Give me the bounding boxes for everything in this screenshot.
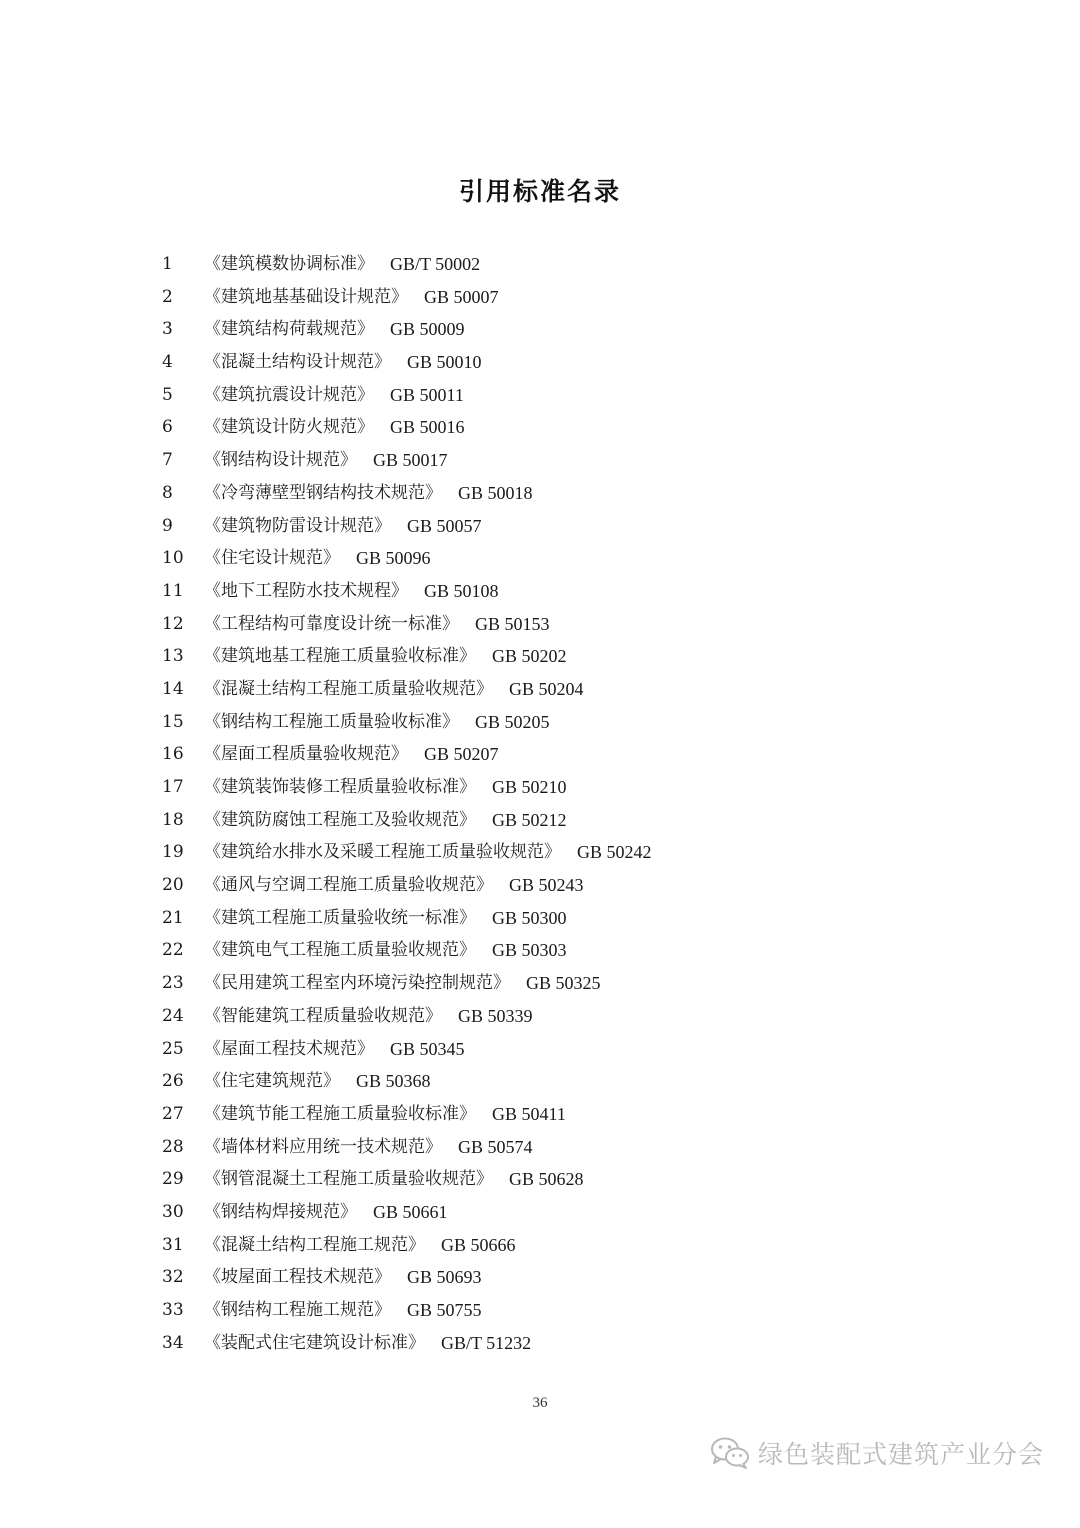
standard-code: GB 50212 bbox=[492, 809, 567, 830]
standard-number: 22 bbox=[162, 940, 184, 961]
standard-code: GB 50411 bbox=[492, 1103, 566, 1124]
list-item bbox=[162, 248, 652, 281]
standard-number: 13 bbox=[162, 646, 184, 667]
standard-code: GB 50202 bbox=[492, 646, 567, 667]
standard-code: GB 50204 bbox=[509, 678, 584, 699]
standard-number: 27 bbox=[162, 1103, 184, 1124]
standard-number: 20 bbox=[162, 875, 184, 896]
list-item bbox=[162, 281, 652, 314]
standard-name: 《钢结构设计规范》 bbox=[204, 450, 357, 471]
wechat-icon bbox=[710, 1436, 750, 1470]
standard-number: 29 bbox=[162, 1169, 184, 1190]
standard-name: 《工程结构可靠度设计统一标准》 bbox=[204, 613, 459, 634]
standard-name: 《建筑防腐蚀工程施工及验收规范》 bbox=[204, 809, 476, 830]
standard-name: 《建筑抗震设计规范》 bbox=[204, 384, 374, 405]
standard-name: 《钢结构工程施工质量验收标准》 bbox=[204, 711, 459, 732]
standard-name: 《建筑设计防火规范》 bbox=[204, 417, 374, 438]
list-item bbox=[162, 444, 652, 477]
list-item bbox=[162, 902, 652, 935]
standard-number: 4 bbox=[162, 352, 173, 373]
list-item bbox=[162, 313, 652, 346]
list-item bbox=[162, 1033, 652, 1066]
standard-code: GB 50303 bbox=[492, 940, 567, 961]
standard-number: 5 bbox=[162, 384, 173, 405]
standard-number: 6 bbox=[162, 417, 173, 438]
standard-number: 33 bbox=[162, 1300, 184, 1320]
standard-number: 34 bbox=[162, 1332, 184, 1353]
page-title: 引用标准名录 bbox=[458, 177, 621, 206]
list-item bbox=[162, 1131, 652, 1164]
standard-number: 16 bbox=[162, 744, 184, 765]
list-item bbox=[162, 608, 652, 641]
list-item bbox=[162, 510, 652, 543]
standard-code: GB 50242 bbox=[577, 842, 652, 863]
standard-code: GB 50011 bbox=[390, 384, 464, 405]
list-item bbox=[162, 346, 652, 379]
list-item bbox=[162, 934, 652, 967]
standard-code: GB 50574 bbox=[458, 1136, 533, 1157]
standard-number: 30 bbox=[162, 1201, 184, 1222]
standard-name: 《装配式住宅建筑设计标准》 bbox=[204, 1332, 425, 1353]
list-item bbox=[162, 411, 652, 444]
standard-name: 《建筑结构荷载规范》 bbox=[204, 319, 374, 340]
standard-number: 23 bbox=[162, 973, 184, 994]
standard-code: GB 50693 bbox=[407, 1267, 482, 1288]
standard-name: 《混凝土结构工程施工规范》 bbox=[204, 1234, 425, 1255]
standard-code: GB 50345 bbox=[390, 1038, 465, 1059]
page-number: 36 bbox=[532, 1395, 548, 1411]
standard-name: 《坡屋面工程技术规范》 bbox=[204, 1267, 391, 1288]
list-item bbox=[162, 379, 652, 412]
list-item bbox=[162, 869, 652, 902]
standard-name: 《屋面工程技术规范》 bbox=[204, 1038, 374, 1059]
standard-name: 《钢结构焊接规范》 bbox=[204, 1201, 357, 1222]
standard-name: 《钢管混凝土工程施工质量验收规范》 bbox=[204, 1169, 493, 1190]
list-item bbox=[162, 771, 652, 804]
list-item bbox=[162, 1294, 652, 1327]
standard-name: 《智能建筑工程质量验收规范》 bbox=[204, 1005, 442, 1026]
standard-name: 《建筑地基基础设计规范》 bbox=[204, 286, 408, 307]
list-item bbox=[162, 836, 652, 869]
list-item bbox=[162, 542, 652, 575]
list-item bbox=[162, 804, 652, 837]
list-item bbox=[162, 1065, 652, 1098]
standard-code: GB 50057 bbox=[407, 515, 482, 536]
standard-code: GB/T 51232 bbox=[441, 1332, 532, 1353]
standard-code: GB 50016 bbox=[390, 417, 465, 438]
standard-number: 9 bbox=[162, 515, 173, 536]
standard-code: GB 50153 bbox=[475, 613, 550, 634]
standard-name: 《混凝土结构设计规范》 bbox=[204, 352, 391, 373]
standard-code: GB 50108 bbox=[424, 580, 499, 601]
list-item bbox=[162, 706, 652, 739]
standard-name: 《建筑节能工程施工质量验收标准》 bbox=[204, 1103, 476, 1124]
standard-code: GB 50007 bbox=[424, 286, 499, 307]
standard-name: 《通风与空调工程施工质量验收规范》 bbox=[204, 875, 493, 896]
list-item bbox=[162, 1000, 652, 1033]
standard-code: GB 50017 bbox=[373, 450, 448, 471]
standard-name: 《建筑装饰装修工程质量验收标准》 bbox=[204, 777, 476, 797]
standard-number: 7 bbox=[162, 450, 173, 471]
list-item bbox=[162, 1196, 652, 1229]
standard-code: GB 50210 bbox=[492, 777, 567, 797]
list-item bbox=[162, 1261, 652, 1294]
list-item bbox=[162, 1327, 652, 1360]
standard-name: 《冷弯薄壁型钢结构技术规范》 bbox=[204, 482, 442, 503]
list-item bbox=[162, 1098, 652, 1131]
standard-name: 《建筑地基工程施工质量验收标准》 bbox=[204, 646, 476, 667]
list-item bbox=[162, 738, 652, 771]
standard-number: 18 bbox=[162, 809, 184, 830]
standard-code: GB 50096 bbox=[356, 548, 431, 569]
standard-name: 《建筑电气工程施工质量验收规范》 bbox=[204, 940, 476, 961]
standard-name: 《建筑工程施工质量验收统一标准》 bbox=[204, 907, 476, 928]
standard-code: GB 50661 bbox=[373, 1201, 448, 1222]
standard-code: GB/T 50002 bbox=[390, 254, 481, 274]
list-item bbox=[162, 1163, 652, 1196]
standard-number: 17 bbox=[162, 777, 184, 797]
list-item bbox=[162, 477, 652, 510]
list-item bbox=[162, 575, 652, 608]
standard-number: 26 bbox=[162, 1071, 184, 1092]
standard-number: 28 bbox=[162, 1136, 184, 1157]
standard-code: GB 50300 bbox=[492, 907, 567, 928]
standard-code: GB 50243 bbox=[509, 875, 584, 896]
standard-name: 《建筑模数协调标准》 bbox=[204, 254, 374, 274]
standard-name: 《建筑物防雷设计规范》 bbox=[204, 515, 391, 536]
standard-number: 31 bbox=[162, 1234, 184, 1255]
list-item bbox=[162, 1229, 652, 1262]
standard-number: 32 bbox=[162, 1267, 184, 1288]
standard-number: 8 bbox=[162, 482, 173, 503]
standard-code: GB 50628 bbox=[509, 1169, 584, 1190]
list-item bbox=[162, 640, 652, 673]
standard-name: 《混凝土结构工程施工质量验收规范》 bbox=[204, 678, 493, 699]
standard-number: 15 bbox=[162, 711, 184, 732]
watermark bbox=[710, 1435, 1044, 1471]
standard-number: 19 bbox=[162, 842, 184, 863]
standard-number: 1 bbox=[162, 254, 173, 274]
standard-name: 《民用建筑工程室内环境污染控制规范》 bbox=[204, 973, 510, 994]
standard-code: GB 50666 bbox=[441, 1234, 516, 1255]
standard-code: GB 50325 bbox=[526, 973, 601, 994]
standard-name: 《墙体材料应用统一技术规范》 bbox=[204, 1136, 442, 1157]
list-item bbox=[162, 673, 652, 706]
standard-number: 21 bbox=[162, 907, 184, 928]
standard-name: 《屋面工程质量验收规范》 bbox=[204, 744, 408, 765]
standard-number: 14 bbox=[162, 678, 184, 699]
standard-code: GB 50205 bbox=[475, 711, 550, 732]
standard-number: 25 bbox=[162, 1038, 184, 1059]
standard-code: GB 50339 bbox=[458, 1005, 533, 1026]
standard-code: GB 50368 bbox=[356, 1071, 431, 1092]
standard-number: 11 bbox=[162, 580, 184, 601]
standard-name: 《住宅建筑规范》 bbox=[204, 1071, 340, 1092]
standard-name: 《钢结构工程施工规范》 bbox=[204, 1300, 391, 1320]
list-item bbox=[162, 967, 652, 1000]
standard-number: 2 bbox=[162, 286, 173, 307]
standard-number: 10 bbox=[162, 548, 184, 569]
watermark-text: 绿色装配式建筑产业分会 bbox=[757, 1440, 1044, 1469]
standard-code: GB 50018 bbox=[458, 482, 533, 503]
standard-code: GB 50755 bbox=[407, 1300, 482, 1320]
standard-name: 《住宅设计规范》 bbox=[204, 548, 340, 569]
standards-list bbox=[162, 248, 652, 1359]
standard-code: GB 50010 bbox=[407, 352, 482, 373]
standard-name: 《建筑给水排水及采暖工程施工质量验收规范》 bbox=[204, 842, 561, 863]
standard-number: 3 bbox=[162, 319, 173, 340]
standard-code: GB 50009 bbox=[390, 319, 465, 340]
standard-code: GB 50207 bbox=[424, 744, 499, 765]
standard-number: 24 bbox=[162, 1005, 184, 1026]
standard-number: 12 bbox=[162, 613, 184, 634]
standard-name: 《地下工程防水技术规程》 bbox=[204, 580, 408, 601]
